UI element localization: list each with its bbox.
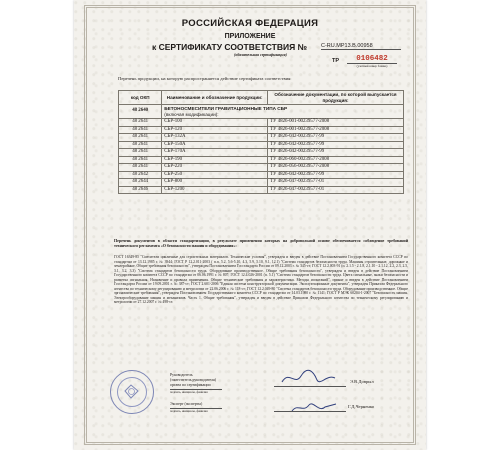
form-number-note: (учетный номер бланка) (356, 64, 388, 68)
header-documentation: Обозначение документации, по которой выпускается продукция: (268, 91, 404, 105)
table-row (119, 141, 404, 149)
certificate-title: к СЕРТИФИКАТУ СООТВЕТСТВИЯ № (152, 42, 308, 52)
standards-intro: Перечень документов в области стандартизации, в результате применения которых на добровольной основе обеспечивается соблюдение требований технического регламента «О безопасности машин и оборудования»: (114, 238, 408, 249)
row-code: 48 2641 (119, 156, 162, 164)
table-row (119, 164, 404, 172)
group-subtitle: (включая модификации): (164, 111, 219, 117)
expert-title-caption: подпись, инициалы, фамилия (170, 409, 208, 413)
row-doc: ТУ 4826-047-00239577-01 (268, 179, 404, 187)
certificate-note: (обязательная сертификация) (234, 53, 287, 57)
head-title-2: (заместитель руководителя) (170, 378, 217, 382)
row-name: СБР-250 (162, 171, 268, 179)
head-signature-line (274, 386, 346, 387)
seal-emblem-icon (111, 371, 152, 412)
table-row (119, 171, 404, 179)
row-code: 48 2641 (119, 119, 162, 127)
head-name: Э.В.Доврыл (350, 379, 374, 384)
table-header-row (119, 91, 404, 105)
header-product-name: Наименование и обозначение продукции: (162, 91, 268, 105)
row-doc: ТУ 4826-001-00239577-2008 (268, 126, 404, 134)
expert-title: Эксперт (эксперты) (170, 402, 203, 406)
row-code: 48 2642 (119, 171, 162, 179)
row-name: СБР-100 (162, 119, 268, 127)
certificate-appendix-sheet (74, 0, 426, 450)
row-code: 48 2644 (119, 179, 162, 187)
standards-text: ГОСТ 16349-85 "Смесители цикличные для строительных материалов. Технические условия", утвержден и введен в действие Постановлением Государственного комитета СССР по стандартам от 13.12.1985 г. № 3944; ГОСТ Р 12.2.011-2003 ( п.п. 5.2, 5.6-5.10, 4.3, 5.9, 5.10, 9.1, 12.1) "Система стандартов безопасности труда. Машины строительные, дорожные и землеройные. Общие требования безопасности", утвержден Постановлением Госстандарта России от 09.12.2003 г. № 345-ст; ГОСТ 12.2.003-91 (п. 2.1.5 - 2.1.8, 2.1.10 - 2.1.12, 2.2, 2.3, 2.5, 3.1, 3.2, 3.3) "Система стандартов безопасности труда. Оборудование производственное. Общие требования безопасности", утвержден и введен в действие Постановлением Государственного комитета СССР по стандартам от 06.06.1991 г. № 807; ГОСТ 12.4.026-2001 (п. 5.1) "Система стандартов безопасности труда. Цвета сигнальные, знаки безопасности и разметка сигнальная. Назначение и правила применения. Общие технические требования и характеристики. Методы испытаний", принят и введен в действие Постановлением Госстандарта России от 19.09.2001 г. № 387-ст; ГОСТ 2.601-2006 "Единая система конструкторской документации. Эксплуатационные документы", утвержден Приказом Федерального агентства по техническому регулированию и метрологии от 22.06.2006 г. № 118-ст; ГОСТ 12.2.049-80 "Система стандартов безопасности труда. Оборудование производственное. Общие эргономические требования", утвержден Постановлением Государственного комитета СССР по стандартам от 14.03.1980 г. № 1141; ГОСТ Р МЭК 60204-1-2007 "Безопасность машин. Электрооборудование машин и механизмов. Часть 1. Общие требования", утвержден и введен в действие Приказом Федерального агентства по техническому регулированию и метрологии от 27.12.2007 г. № 498-ст. (114, 255, 408, 305)
row-doc: ТУ 4826-047-00239577-01 (268, 186, 404, 194)
row-doc: ТУ 4826-042-00239577-99 (268, 134, 404, 142)
head-title-3: органа по сертификации (170, 383, 211, 387)
expert-signature-line (274, 411, 346, 412)
row-name: СБР-190 (162, 156, 268, 164)
table-row (119, 134, 404, 142)
group-title: БЕТОНОСМЕСИТЕЛИ ГРАВИТАЦИОННЫЕ ТИПА СБР (164, 106, 288, 111)
row-code: 48 2641 (119, 134, 162, 142)
seal-stamp (110, 370, 154, 414)
row-doc: ТУ 4826-060-00239577-2008 (268, 156, 404, 164)
row-doc: ТУ 4826-042-00239577-99 (268, 141, 404, 149)
row-name: СБР-1200 (162, 186, 268, 194)
group-code: 48 2640 (119, 105, 162, 119)
group-row (119, 105, 404, 119)
group-title-cell (162, 105, 404, 119)
expert-name: Г.Д.Черненко (348, 404, 375, 409)
row-doc: ТУ 4826-056-00239577-2008 (268, 164, 404, 172)
row-name: СБР-132А (162, 134, 268, 142)
row-name: СБР-170А (162, 149, 268, 157)
appendix-heading: ПРИЛОЖЕНИЕ (224, 33, 276, 40)
head-title-caption: подпись, инициалы, фамилия (170, 390, 208, 394)
row-code: 48 2641 (119, 141, 162, 149)
country-heading: РОССИЙСКАЯ ФЕДЕРАЦИЯ (181, 18, 319, 29)
row-code: 48 2641 (119, 164, 162, 172)
row-name: СБР-150А (162, 141, 268, 149)
row-code: 48 2641 (119, 126, 162, 134)
expert-signature (289, 397, 339, 417)
table-row (119, 186, 404, 194)
table-row (119, 149, 404, 157)
row-name: СБР-120 (162, 126, 268, 134)
certificate-number: С-RU.МР13.В.00958 (321, 43, 401, 50)
row-code: 48 2641 (119, 149, 162, 157)
table-row (119, 119, 404, 127)
table-row (119, 179, 404, 187)
header-okp-code: код ОКП (119, 91, 162, 105)
products-intro: Перечень продукции, на которую распространяется действие сертификата соответствия: (118, 76, 292, 81)
table-row (119, 126, 404, 134)
row-doc: ТУ 4826-042-00239577-99 (268, 171, 404, 179)
table-row (119, 156, 404, 164)
row-name: СБР-800 (162, 179, 268, 187)
head-title-1: Руководитель (170, 373, 193, 377)
form-number: 0106482 (347, 55, 397, 64)
row-code: 48 2646 (119, 186, 162, 194)
row-name: СБР-220 (162, 164, 268, 172)
row-doc: ТУ 4826-042-00239577-99 (268, 149, 404, 157)
row-doc: ТУ 4826-001-00239577-2008 (268, 119, 404, 127)
products-table (118, 90, 404, 194)
series-prefix: ТР (332, 58, 340, 64)
